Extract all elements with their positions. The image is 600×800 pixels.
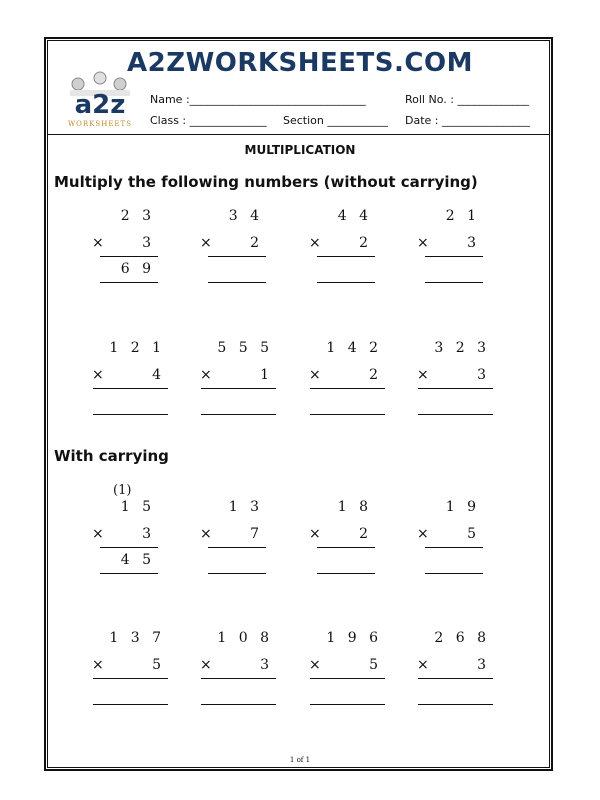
multiplicand: 1 5 <box>120 499 155 515</box>
answer-rule <box>310 414 385 415</box>
name-blank[interactable]: ________________________________ <box>189 93 366 106</box>
times-symbol: × <box>417 657 429 673</box>
multiplicand: 1 8 <box>337 499 372 515</box>
answer-rule <box>425 282 483 283</box>
logo <box>60 68 140 130</box>
class-blank[interactable]: ______________ <box>189 114 267 127</box>
problem-rule <box>201 388 276 389</box>
multiplicand: 1 0 8 <box>217 630 273 646</box>
times-symbol: × <box>200 367 212 383</box>
multiplier: 3 <box>142 235 155 251</box>
answer-rule <box>317 573 375 574</box>
multiplier: 2 <box>250 235 263 251</box>
problem-rule <box>425 256 483 257</box>
times-symbol: × <box>92 657 104 673</box>
section-label: Section <box>283 114 324 127</box>
times-symbol: × <box>200 235 212 251</box>
times-symbol: × <box>92 526 104 542</box>
times-symbol: × <box>417 526 429 542</box>
multiplicand: 1 9 6 <box>326 630 382 646</box>
multiplier: 5 <box>467 526 480 542</box>
multiplicand: 2 1 <box>445 208 480 224</box>
problem-rule <box>201 678 276 679</box>
answer: 4 5 <box>120 552 155 568</box>
carry-note: (1) <box>113 483 132 498</box>
answer-rule <box>93 704 168 705</box>
multiplicand: 1 3 <box>228 499 263 515</box>
worksheet-title: MULTIPLICATION <box>244 143 356 157</box>
problem-rule <box>100 547 158 548</box>
class-label: Class : <box>150 114 187 127</box>
multiplier: 4 <box>152 367 165 383</box>
logo-graphic <box>60 68 140 130</box>
multiplicand: 4 4 <box>337 208 372 224</box>
times-symbol: × <box>309 657 321 673</box>
problem-rule <box>100 256 158 257</box>
answer-rule <box>201 704 276 705</box>
multiplicand: 3 2 3 <box>434 340 490 356</box>
multiplier: 3 <box>260 657 273 673</box>
multiplicand: 5 5 5 <box>217 340 273 356</box>
times-symbol: × <box>92 235 104 251</box>
multiplicand: 1 9 <box>445 499 480 515</box>
section-field[interactable] <box>283 114 388 127</box>
answer-rule <box>201 414 276 415</box>
answer-rule <box>208 573 266 574</box>
answer-rule <box>418 414 493 415</box>
multiplier: 3 <box>477 367 490 383</box>
date-blank[interactable]: ________________ <box>442 114 530 127</box>
times-symbol: × <box>200 657 212 673</box>
multiplier: 5 <box>369 657 382 673</box>
multiplicand: 2 6 8 <box>434 630 490 646</box>
answer-rule <box>208 282 266 283</box>
multiplier: 5 <box>152 657 165 673</box>
times-symbol: × <box>92 367 104 383</box>
multiplier: 3 <box>142 526 155 542</box>
logo-subtext: WORKSHEETS <box>67 120 133 128</box>
problem-rule <box>310 388 385 389</box>
multiplier: 2 <box>359 526 372 542</box>
name-label: Name : <box>150 93 190 106</box>
multiplicand: 2 3 <box>120 208 155 224</box>
date-field[interactable] <box>405 114 530 127</box>
header-divider <box>47 134 550 135</box>
site-title[interactable]: A2ZWORKSHEETS.COM <box>127 48 473 78</box>
roll-blank[interactable]: _____________ <box>457 93 529 106</box>
multiplier: 1 <box>260 367 273 383</box>
multiplicand: 1 3 7 <box>109 630 165 646</box>
times-symbol: × <box>417 235 429 251</box>
problem-rule <box>310 678 385 679</box>
multiplicand: 1 4 2 <box>326 340 382 356</box>
multiplier: 3 <box>467 235 480 251</box>
date-label: Date : <box>405 114 439 127</box>
problem-rule <box>418 678 493 679</box>
multiplier: 3 <box>477 657 490 673</box>
roll-field[interactable] <box>405 93 529 106</box>
roll-label: Roll No. : <box>405 93 454 106</box>
problem-rule <box>425 547 483 548</box>
section-blank[interactable]: ___________ <box>327 114 388 127</box>
problem-rule <box>208 256 266 257</box>
heading-with-carrying: With carrying <box>54 447 169 465</box>
answer-rule <box>425 573 483 574</box>
problem-rule <box>317 256 375 257</box>
answer-rule <box>418 704 493 705</box>
times-symbol: × <box>309 367 321 383</box>
multiplier: 2 <box>369 367 382 383</box>
problem-rule <box>418 388 493 389</box>
times-symbol: × <box>309 235 321 251</box>
multiplier: 2 <box>359 235 372 251</box>
answer: 6 9 <box>120 261 155 277</box>
times-symbol: × <box>309 526 321 542</box>
answer-rule <box>317 282 375 283</box>
times-symbol: × <box>200 526 212 542</box>
multiplicand: 1 2 1 <box>109 340 165 356</box>
multiplier: 7 <box>250 526 263 542</box>
answer-rule <box>100 573 158 574</box>
answer-rule <box>100 282 158 283</box>
page-number: 1 of 1 <box>289 756 311 764</box>
heading-without-carrying: Multiply the following numbers (without carrying) <box>54 173 478 191</box>
problem-rule <box>93 678 168 679</box>
problem-rule <box>93 388 168 389</box>
logo-text: a2z <box>74 90 126 120</box>
answer-rule <box>310 704 385 705</box>
answer-rule <box>93 414 168 415</box>
class-field[interactable] <box>150 114 267 127</box>
name-field[interactable] <box>150 93 366 106</box>
times-symbol: × <box>417 367 429 383</box>
problem-rule <box>317 547 375 548</box>
multiplicand: 3 4 <box>228 208 263 224</box>
problem-rule <box>208 547 266 548</box>
